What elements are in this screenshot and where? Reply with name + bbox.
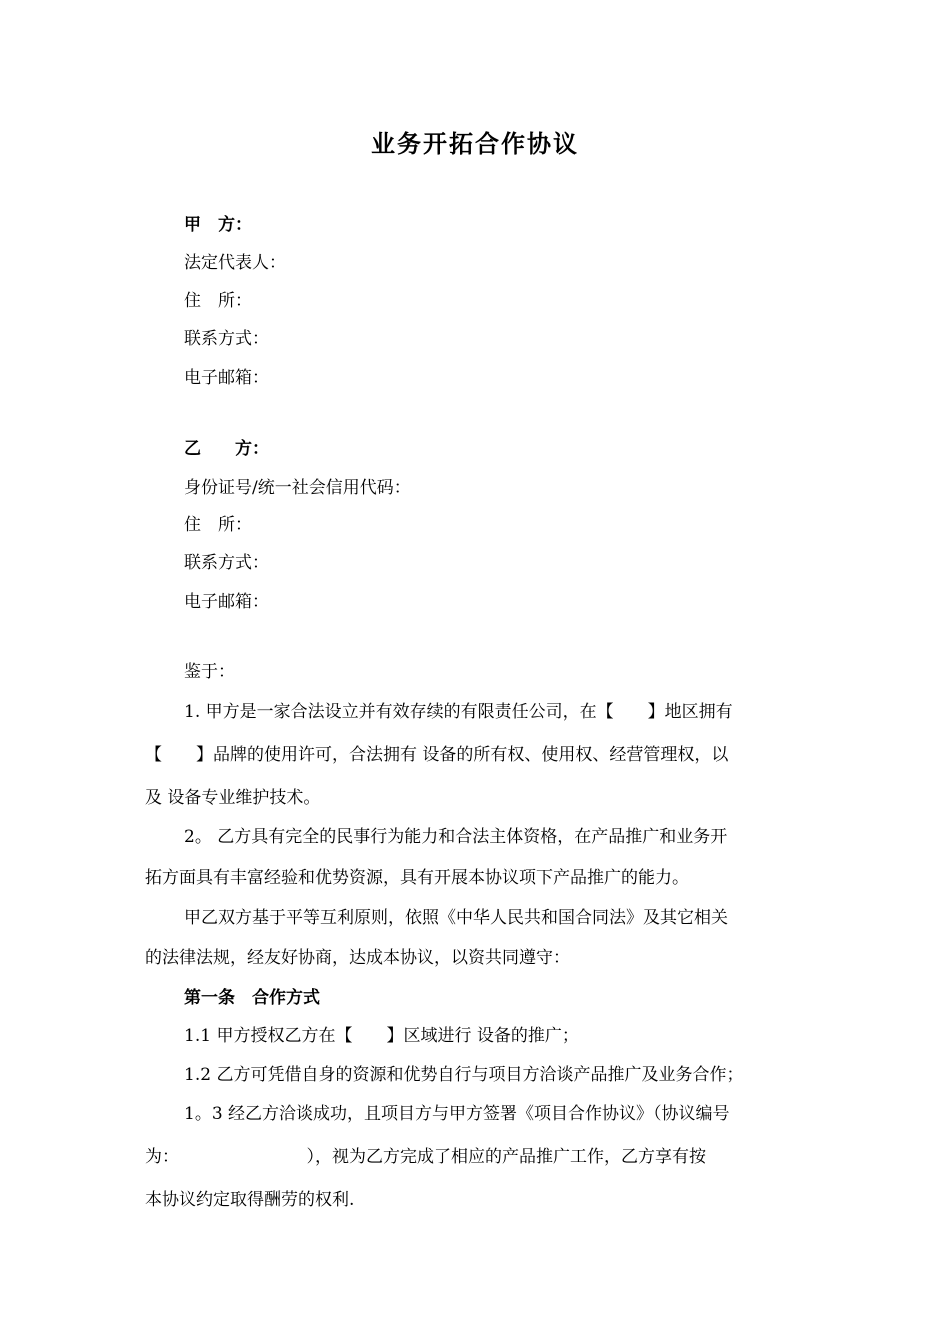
- party-a-heading: 甲 方：: [184, 215, 252, 235]
- article1-clause1: 1.1 甲方授权乙方在【 】区域进行 设备的推广；: [184, 1026, 579, 1046]
- party-b-id-label: 身份证号/统一社会信用代码：: [184, 478, 411, 498]
- party-a-rep-label: 法定代表人：: [184, 253, 286, 273]
- party-a-address-label: 住 所：: [184, 291, 252, 311]
- party-a-contact-label: 联系方式：: [184, 329, 269, 349]
- party-b-contact-label: 联系方式：: [184, 553, 269, 573]
- whereas-p1-line2: 【 】品牌的使用许可，合法拥有 设备的所有权、使用权、经营管理权，以: [145, 745, 729, 765]
- party-b-address-label: 住 所：: [184, 515, 252, 535]
- whereas-p1-line3: 及 设备专业维护技术。: [145, 788, 321, 808]
- article1-clause3-line2: 为： ），视为乙方完成了相应的产品推广工作，乙方享有按: [145, 1147, 706, 1167]
- whereas-p2-line1: 2。 乙方具有完全的民事行为能力和合法主体资格，在产品推广和业务开: [184, 827, 728, 847]
- whereas-p1-line1: 1. 甲方是一家合法设立并有效存续的有限责任公司，在【 】地区拥有: [184, 702, 733, 722]
- whereas-label: 鉴于：: [184, 662, 235, 682]
- whereas-p2-line2: 拓方面具有丰富经验和优势资源，具有开展本协议项下产品推广的能力。: [145, 868, 689, 888]
- party-b-email-label: 电子邮箱：: [184, 592, 269, 612]
- article1-clause3-line1: 1。3 经乙方洽谈成功，且项目方与甲方签署《项目合作协议》（协议编号: [184, 1104, 730, 1124]
- article1-clause3-line3: 本协议约定取得酬劳的权利.: [145, 1190, 355, 1210]
- article1-heading: 第一条 合作方式: [184, 988, 320, 1008]
- article1-clause2: 1.2 乙方可凭借自身的资源和优势自行与项目方洽谈产品推广及业务合作；: [184, 1065, 744, 1085]
- party-b-heading: 乙 方：: [184, 439, 269, 459]
- whereas-p3-line2: 的法律法规，经友好协商，达成本协议，以资共同遵守：: [145, 948, 570, 968]
- document-title: 业务开拓合作协议: [371, 129, 579, 158]
- party-a-email-label: 电子邮箱：: [184, 368, 269, 388]
- whereas-p3-line1: 甲乙双方基于平等互利原则，依照《中华人民共和国合同法》及其它相关: [184, 908, 728, 928]
